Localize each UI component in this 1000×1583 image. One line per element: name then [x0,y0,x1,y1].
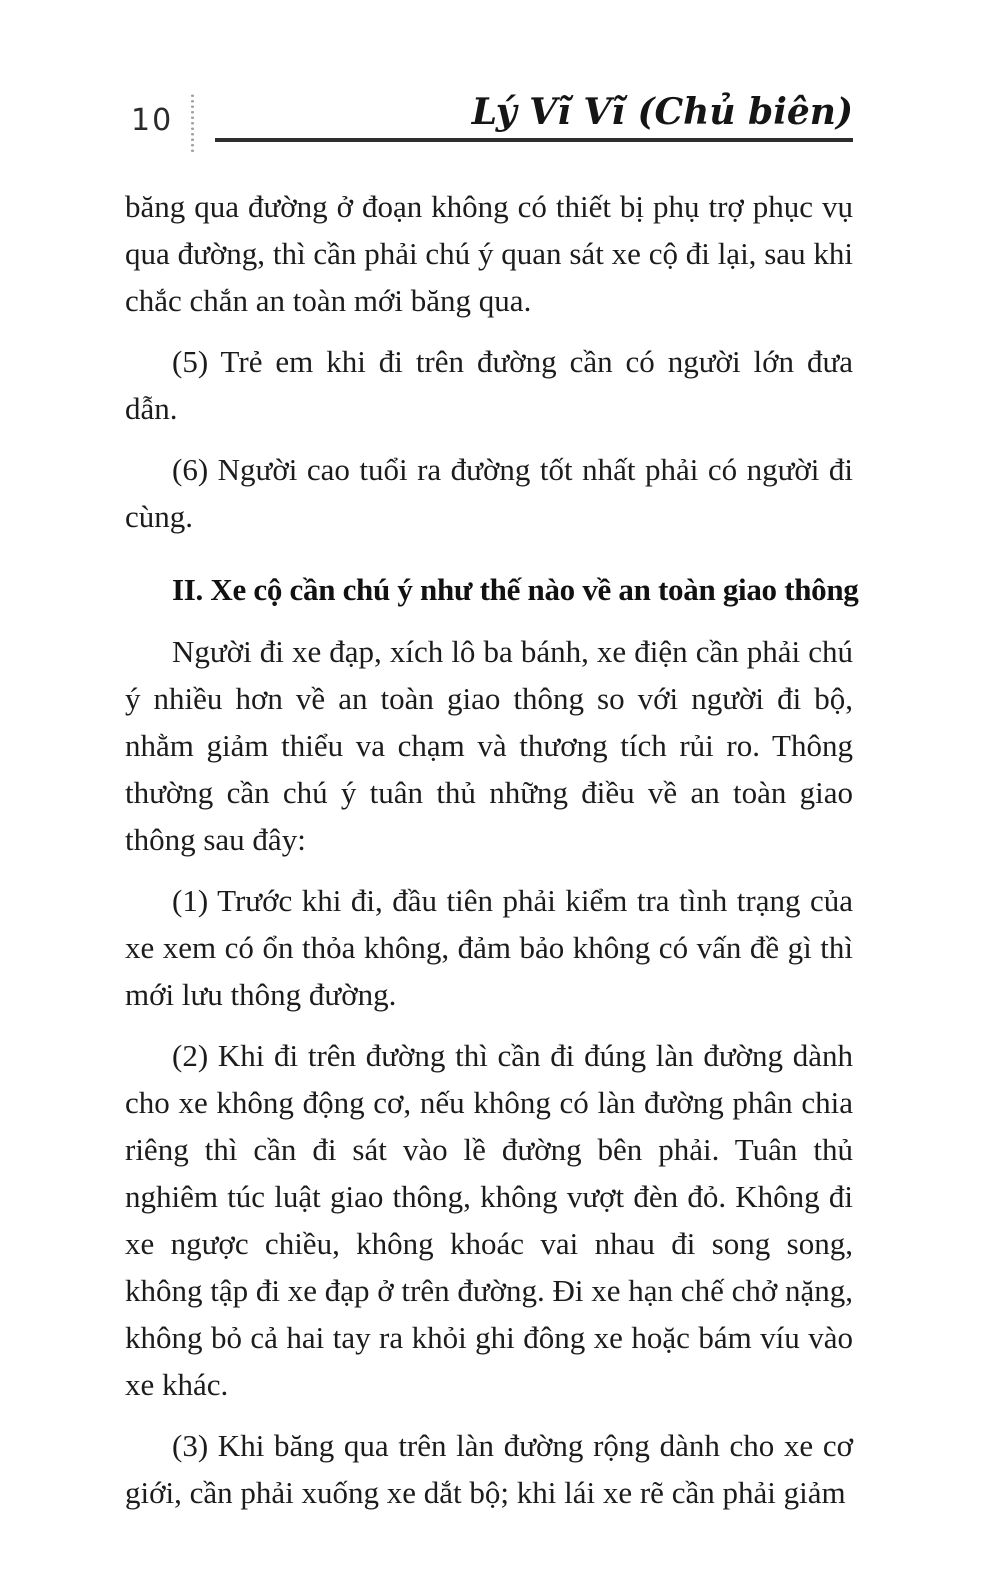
paragraph-continuation: băng qua đường ở đoạn không có thiết bị phụ trợ phục vụ qua đường, thì cần phải chú ý quan sát xe cộ đi lại, sau khi chắc chắn an toàn mới băng qua. [125,189,853,318]
paragraph-section-intro: Người đi xe đạp, xích lô ba bánh, xe điện cần phải chú ý nhiều hơn về an toàn giao thông so với người đi bộ, nhằm giảm thiểu va chạm và thương tích rủi ro. Thông thường cần chú ý tuân thủ những điều về an toàn giao thông sau đây: [125,634,853,857]
list-item-2: (2) Khi đi trên đường thì cần đi đúng làn đường dành cho xe không động cơ, nếu không có làn đường phân chia riêng thì cần đi sát vào lề đường bên phải. Tuân thủ nghiêm túc luật giao thông, không vượt đèn đỏ. Không đi xe ngược chiều, không khoác vai nhau đi song song, không tập đi xe đạp ở trên đường. Đi xe hạn chế chở nặng, không bỏ cả hai tay ra khỏi ghi đông xe hoặc bám víu vào xe khác. [125,1038,853,1402]
page-number: 10 [131,103,174,138]
running-header-author: Lý Vĩ Vĩ (Chủ biên) [471,91,853,133]
list-item-5: (5) Trẻ em khi đi trên đường cần có người lớn đưa dẫn. [125,344,853,426]
list-item-1: (1) Trước khi đi, đầu tiên phải kiểm tra tình trạng của xe xem có ổn thỏa không, đảm bảo không có vấn đề gì thì mới lưu thông đường. [125,883,853,1012]
header-rule [215,138,853,142]
list-item-6: (6) Người cao tuổi ra đường tốt nhất phải có người đi cùng. [125,452,853,534]
page-body [125,183,859,1516]
section-heading: II. Xe cộ cần chú ý như thế nào về an toàn giao thông [172,572,859,607]
list-item-3: (3) Khi băng qua trên làn đường rộng dành cho xe cơ giới, cần phải xuống xe dắt bộ; khi lái xe rẽ cần phải giảm [125,1428,853,1510]
header-dotted-divider [190,93,195,153]
